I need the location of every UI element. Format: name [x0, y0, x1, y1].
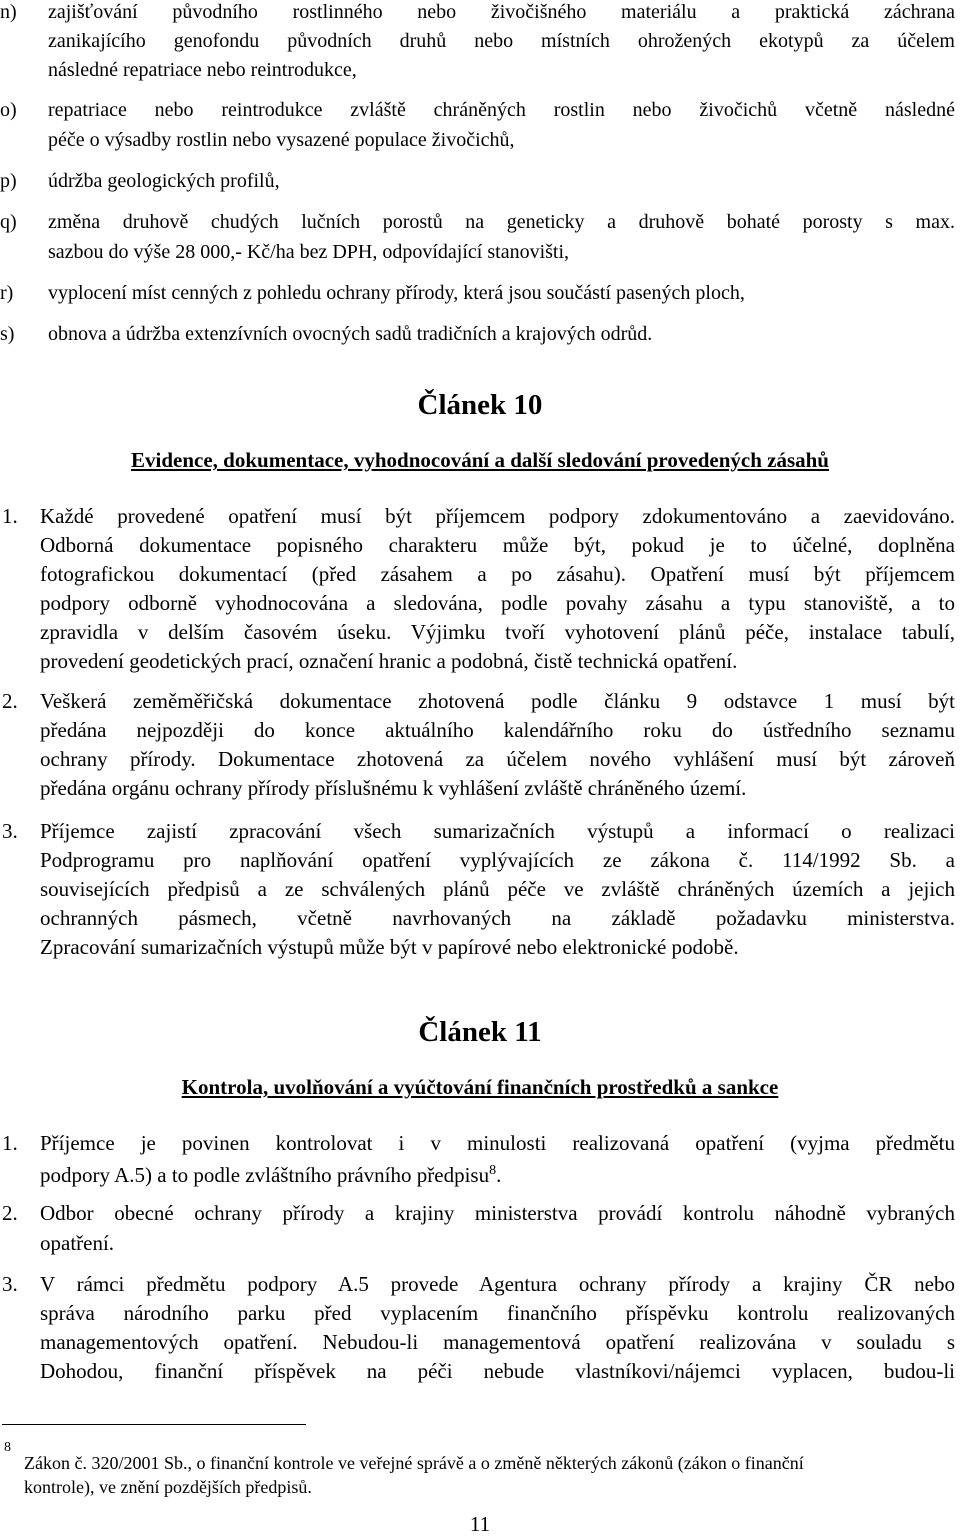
article-10-title: Článek 10 [417, 389, 543, 421]
paragraph-line: souvisejících předpisů a ze schválených plánů péče ve zvláště chráněných územích a jejich [40, 877, 955, 901]
list-marker: r) [0, 282, 14, 304]
paragraph-line: ochrany přírody. Dokumentace zhotovená za účelem nového vyhlášení musí být zároveň [40, 747, 955, 771]
list-line: repatriace nebo reintrodukce zvláště chráněných rostlin nebo živočichů včetně následné [48, 99, 955, 121]
paragraph-line: Odborná dokumentace popisného charakteru může být, pokud je to účelné, doplněna [40, 533, 955, 557]
paragraph-line: Každé provedené opatření musí být příjemcem podpory zdokumentováno a zaevidováno. [40, 504, 955, 528]
paragraph-line: Odbor obecné ochrany přírody a krajiny ministerstva provádí kontrolu náhodně vybraných [40, 1201, 955, 1225]
list-line: sazbou do výše 28 000,- Kč/ha bez DPH, odpovídající stanovišti, [48, 241, 570, 263]
paragraph-number: 1. [2, 1131, 18, 1155]
paragraph-line: fotografickou dokumentací (před zásahem a po zásahu). Opatření musí být příjemcem [40, 562, 955, 586]
paragraph-number: 2. [2, 689, 18, 713]
paragraph-line: předána nejpozději do konce aktuálního kalendářního roku do ústředního seznamu [40, 718, 955, 742]
article-11-subtitle: Kontrola, uvolňování a vyúčtování finančních prostředků a sankce [181, 1075, 779, 1099]
footnote-line [24, 1451, 804, 1475]
list-marker: p) [0, 170, 17, 192]
footnote-text: , o finanční kontrole ve veřejné správě a o změně některých zákonů (zákon o finanční [187, 1453, 804, 1473]
paragraph-line: managementových opatření. Nebudou-li managementová opatření realizována v souladu s [40, 1330, 955, 1354]
footnote-law-name: Zákon č. 320/2001 Sb. [24, 1453, 188, 1473]
page-number: 11 [469, 1512, 491, 1536]
list-line: vyplocení míst cenných z pohledu ochrany přírody, která jsou součástí pasených ploch, [48, 282, 745, 304]
list-line: změna druhově chudých lučních porostů na geneticky a druhově bohaté porosty s max. [48, 211, 955, 233]
paragraph-line: Zpracování sumarizačních výstupů může být v papírové nebo elektronické podobě. [40, 935, 739, 959]
list-marker: o) [0, 99, 17, 121]
paragraph-number: 3. [2, 819, 18, 843]
footnote-separator [2, 1424, 306, 1425]
paragraph-number: 3. [2, 1272, 18, 1296]
paragraph-line: podpory odborně vyhodnocována a sledována, podle povahy zásahu a typu stanoviště, a to [40, 591, 955, 615]
paragraph-line: Příjemce je povinen kontrolovat i v minulosti realizovaná opatření (vyjma předmětu [40, 1131, 955, 1155]
paragraph-line: Podprogramu pro naplňování opatření vyplývajících ze zákona č. 114/1992 Sb. a [40, 848, 955, 872]
paragraph-line: Dohodou, finanční příspěvek na péči nebude vlastníkovi/nájemci vyplacen, budou-li [40, 1359, 955, 1383]
footnote-number: 8 [4, 1440, 11, 1455]
paragraph-line: zpravidla v delším časovém úseku. Výjimku tvoří vyhotovení plánů péče, instalace tabulí, [40, 620, 955, 644]
footnote-reference[interactable]: 8 [489, 1163, 497, 1178]
list-line: následné repatriace nebo reintrodukce, [48, 59, 357, 81]
list-marker: n) [0, 1, 17, 23]
paragraph-line: předána orgánu ochrany přírody příslušnému k vyhlášení zvláště chráněného území. [40, 776, 747, 800]
paragraph-text: . [496, 1163, 502, 1187]
footnote-line: kontrole), ve znění pozdějších předpisů. [24, 1477, 312, 1497]
list-line: zanikajícího genofondu původních druhů nebo místních ohrožených ekotypů za účelem [48, 30, 955, 52]
paragraph-line: opatření. [40, 1231, 115, 1255]
list-line: obnova a údržba extenzívních ovocných sadů tradičních a krajových odrůd. [48, 323, 653, 345]
paragraph-line: Veškerá zeměměřičská dokumentace zhotovená podle článku 9 odstavce 1 musí být [40, 689, 955, 713]
list-line: péče o výsadby rostlin nebo vysazené populace živočichů, [48, 129, 515, 151]
paragraph-line [40, 1158, 955, 1188]
list-line: údržba geologických profilů, [48, 170, 280, 192]
paragraph-line: Příjemce zajistí zpracování všech sumarizačních výstupů a informací o realizaci [40, 819, 955, 843]
list-marker: q) [0, 211, 17, 233]
paragraph-number: 1. [2, 504, 18, 528]
paragraph-line: provedení geodetických prací, označení hranic a podobná, čistě technická opatření. [40, 649, 738, 673]
paragraph-number: 2. [2, 1201, 18, 1225]
paragraph-line: ochranných pásmech, včetně navrhovaných na základě požadavku ministerstva. [40, 906, 955, 930]
paragraph-line: správa národního parku před vyplacením finančního příspěvku kontrolu realizovaných [40, 1301, 955, 1325]
paragraph-text: podpory A.5) a to podle zvláštního právního předpisu [40, 1163, 490, 1187]
article-11-title: Článek 11 [418, 1016, 542, 1048]
list-line: zajišťování původního rostlinného nebo živočišného materiálu a praktická záchrana [48, 1, 955, 23]
paragraph-line: V rámci předmětu podpory A.5 provede Agentura ochrany přírody a krajiny ČR nebo [40, 1272, 955, 1296]
list-marker: s) [0, 323, 15, 345]
article-10-subtitle: Evidence, dokumentace, vyhodnocování a další sledování provedených zásahů [131, 448, 829, 472]
